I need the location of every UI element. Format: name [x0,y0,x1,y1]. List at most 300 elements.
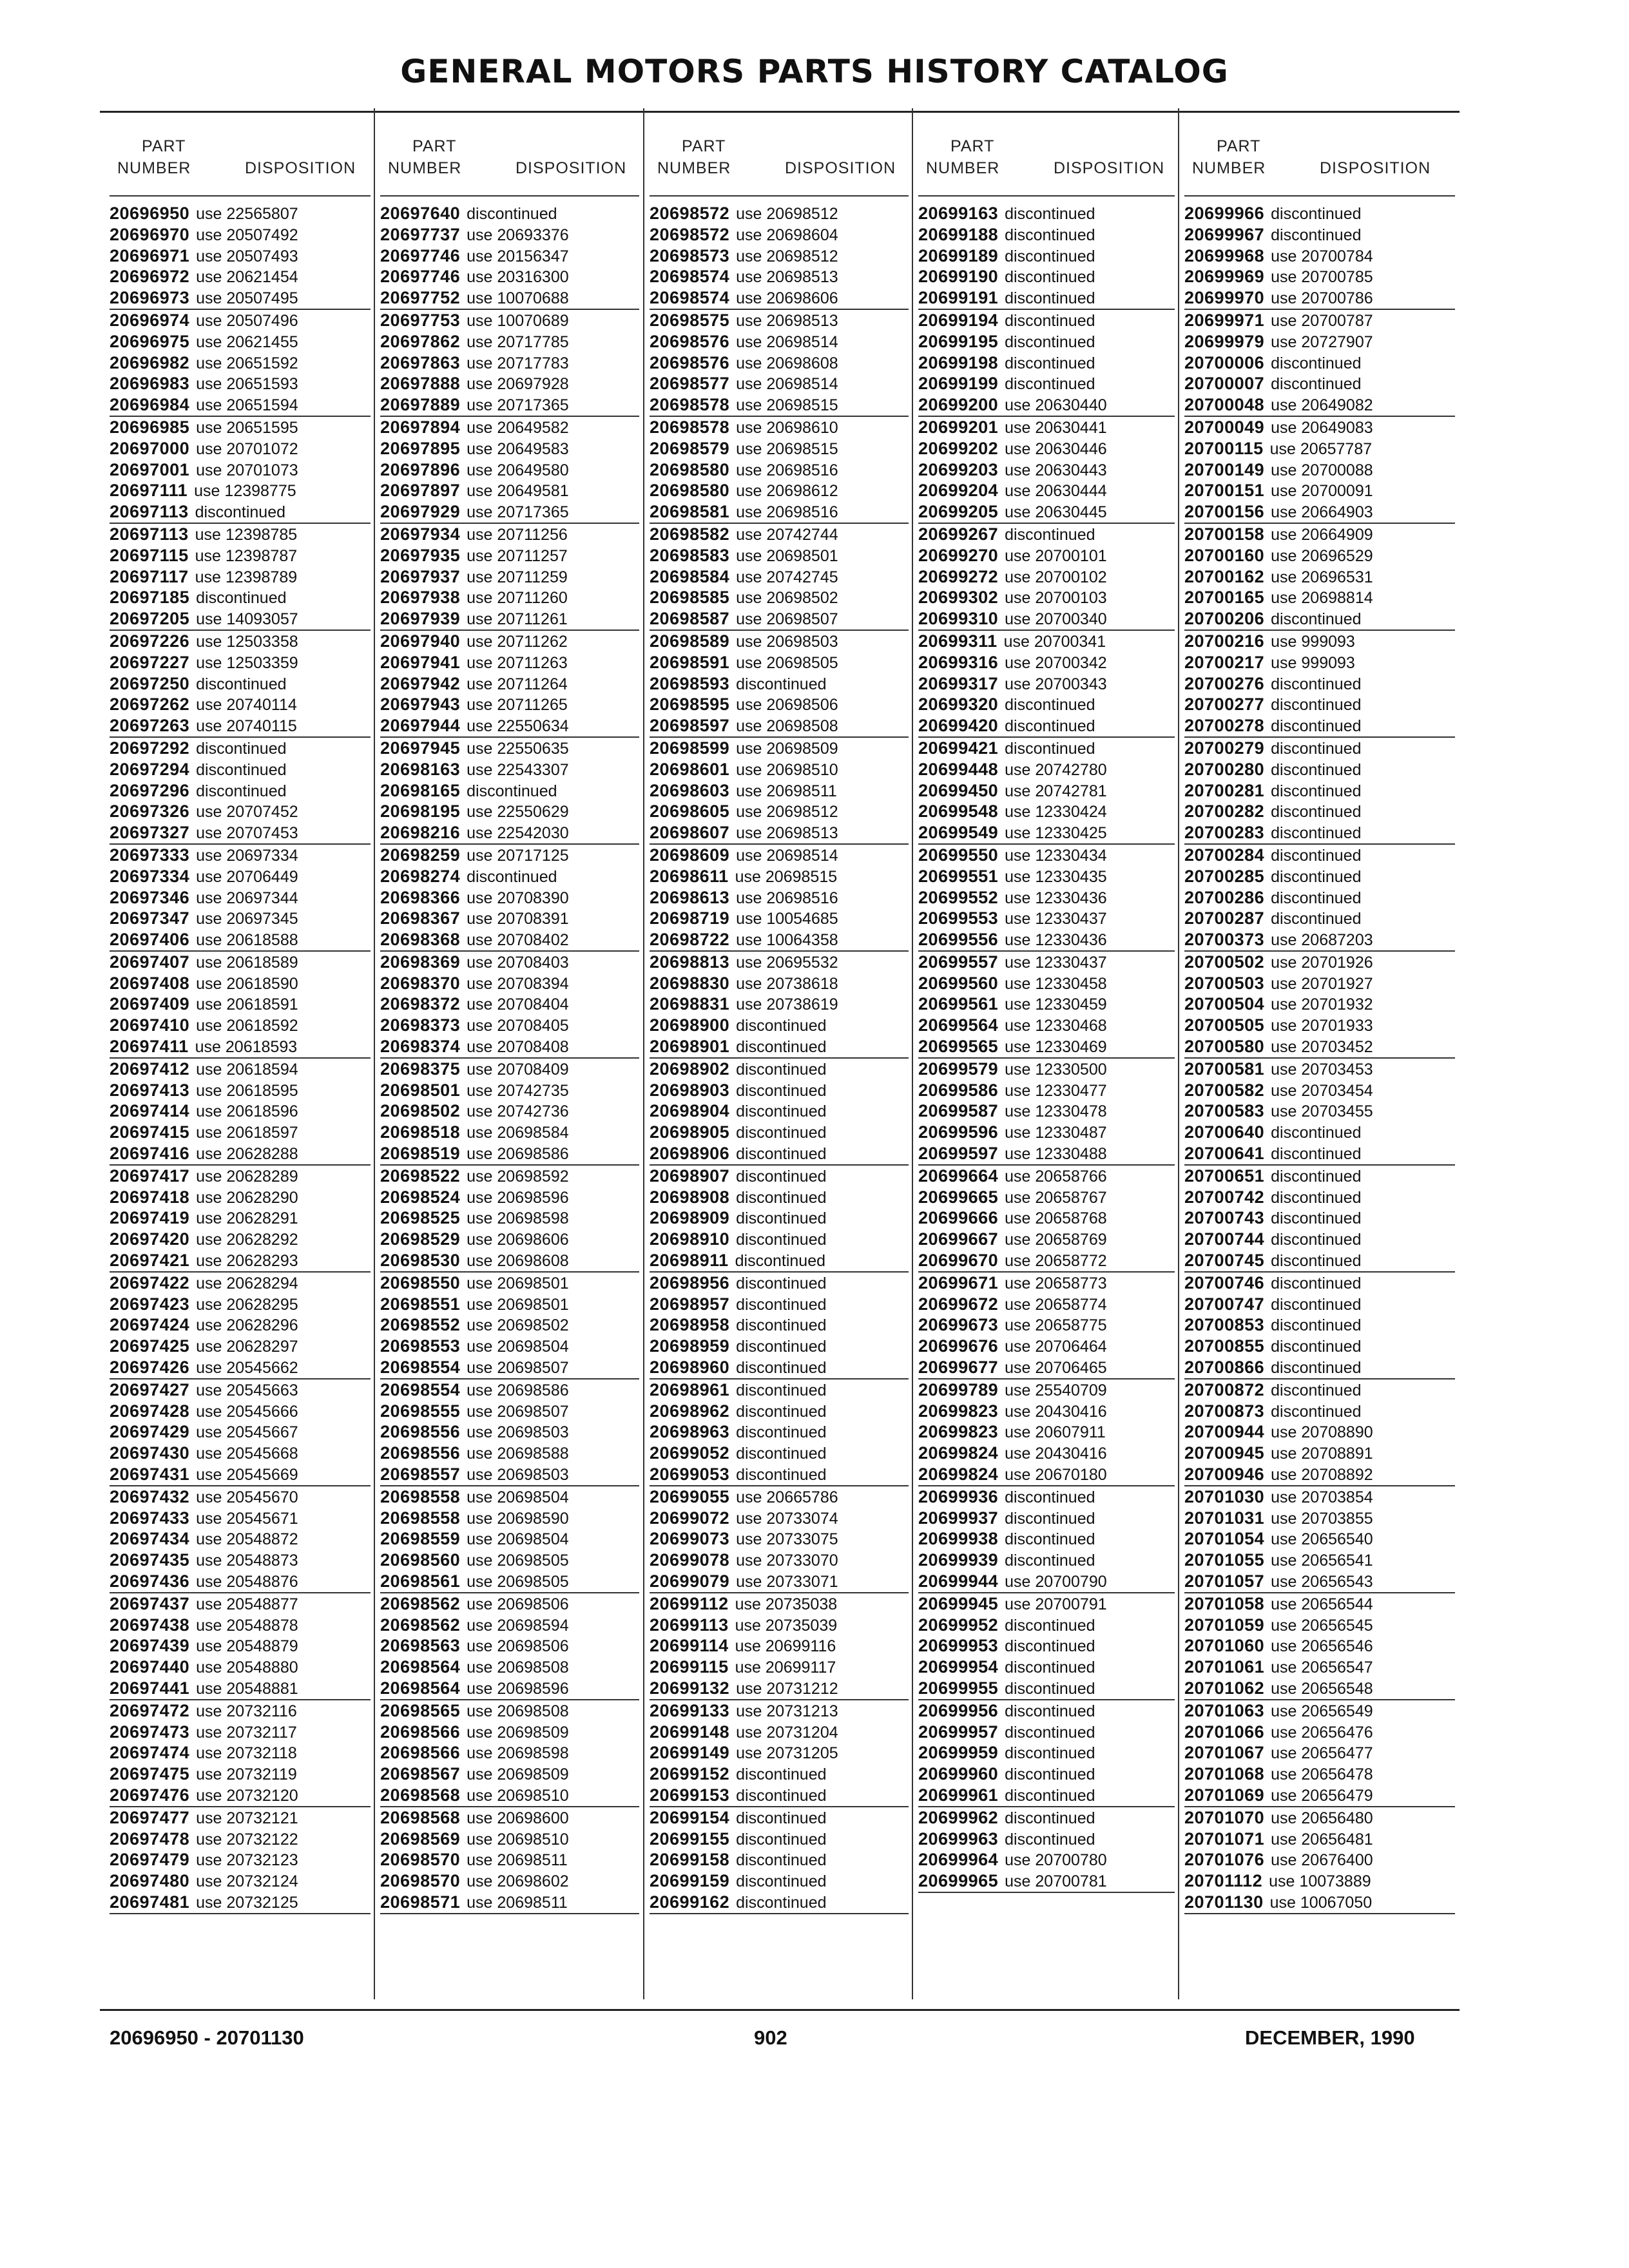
catalog-row [918,310,1175,331]
catalog-row [110,694,371,715]
part-number: 20699551 [918,866,999,886]
catalog-row [1184,1678,1455,1699]
catalog-row [110,352,371,374]
catalog-row [918,1122,1175,1143]
disposition: use 20630446 [1005,439,1107,458]
disposition: use 20548876 [196,1573,298,1591]
catalog-row [110,1059,371,1080]
disposition: discontinued [736,1893,827,1912]
catalog-row [110,652,371,673]
part-number: 20700744 [1184,1229,1265,1249]
catalog-row [1184,459,1455,481]
catalog-row [380,587,639,608]
disposition: use 20708404 [467,995,569,1014]
disposition: discontinued [1005,1744,1095,1763]
entry-group [380,1273,639,1379]
part-number: 20697409 [110,994,190,1014]
part-number: 20699673 [918,1315,999,1335]
catalog-row [110,245,371,267]
disposition: use 20665786 [736,1488,838,1506]
catalog-row [650,1314,909,1336]
catalog-row [918,1464,1175,1485]
disposition: discontinued [736,1316,827,1335]
part-number: 20697437 [110,1593,190,1613]
part-number: 20700049 [1184,417,1265,437]
catalog-row [1184,1742,1455,1763]
entry-group [1184,1059,1455,1166]
disposition: use 20708890 [1271,1423,1373,1442]
disposition: use 20699116 [735,1637,836,1656]
disposition: discontinued [1271,205,1362,223]
part-number: 20698575 [650,310,730,330]
entry-group [650,1273,909,1379]
part-number: 20699979 [1184,331,1265,351]
part-number: 20701058 [1184,1593,1265,1613]
disposition: use 20618592 [196,1017,298,1035]
disposition: use 20698511 [467,1851,568,1870]
catalog-row [110,1571,371,1592]
disposition: use 20698507 [736,610,838,629]
catalog-row [650,1273,909,1294]
disposition: discontinued [1271,1338,1362,1356]
part-number: 20698558 [380,1486,461,1506]
part-number: 20700583 [1184,1101,1265,1121]
entry-group [110,1273,371,1379]
disposition: use 20430416 [1005,1402,1107,1421]
part-number: 20700156 [1184,502,1265,522]
disposition: use 20676400 [1271,1851,1373,1870]
header-disposition-label: DISPOSITION [1054,159,1165,177]
catalog-row [918,1036,1175,1057]
part-number: 20698563 [380,1636,461,1656]
part-number: 20697420 [110,1229,190,1249]
part-number: 20697889 [380,395,461,415]
disposition: discontinued [1271,1402,1362,1421]
part-number: 20700162 [1184,566,1265,586]
disposition: use 20548881 [196,1679,298,1698]
part-number: 20700373 [1184,930,1265,950]
disposition: discontinued [1005,1637,1095,1656]
footer-page-number: 902 [754,2026,787,2049]
catalog-row [380,1829,639,1850]
part-number: 20698613 [650,887,730,907]
part-number: 20697476 [110,1785,190,1805]
part-number: 20697227 [110,652,190,672]
part-number: 20701068 [1184,1764,1265,1784]
part-number: 20698259 [380,845,461,865]
part-number: 20697938 [380,588,461,608]
catalog-row [918,373,1175,394]
catalog-row [918,929,1175,950]
catalog-row [1184,952,1455,973]
part-number: 20698502 [380,1101,461,1121]
part-number: 20700945 [1184,1443,1265,1463]
part-number: 20698609 [650,845,730,865]
catalog-row [110,1250,371,1271]
part-number: 20699201 [918,417,999,437]
disposition: use 20649082 [1271,396,1373,415]
catalog-row [1184,1401,1455,1422]
column-header [380,113,639,185]
catalog-row [650,373,909,394]
catalog-row [110,631,371,652]
entry-group [650,1700,909,1807]
part-number: 20697346 [110,887,190,907]
part-number: 20701066 [1184,1722,1265,1742]
part-number: 20698524 [380,1187,461,1207]
part-number: 20697945 [380,738,461,758]
part-number: 20698556 [380,1422,461,1442]
disposition: discontinued [736,1765,827,1784]
catalog-row [380,1615,639,1636]
disposition: discontinued [1271,782,1362,800]
catalog-row [650,266,909,287]
disposition: use 20732118 [196,1744,297,1763]
disposition: use 20700790 [1005,1573,1107,1591]
part-number: 20699953 [918,1636,999,1656]
part-number: 20697934 [380,524,461,544]
part-number: 20698369 [380,952,461,972]
catalog-row [110,1207,371,1229]
part-number: 20699191 [918,288,999,308]
disposition: use 20628292 [196,1231,298,1249]
catalog-row [650,417,909,438]
catalog-row [380,1100,639,1122]
part-number: 20697474 [110,1743,190,1763]
catalog-row [380,759,639,780]
disposition: discontinued [736,1017,827,1035]
disposition: discontinued [736,1145,827,1164]
disposition: use 22550634 [467,717,569,736]
disposition: use 20733071 [736,1573,838,1591]
disposition: discontinued [736,1359,827,1378]
entry-group [918,417,1175,524]
disposition: use 20698588 [467,1445,569,1463]
disposition: use 20698512 [736,247,838,265]
catalog-row [918,545,1175,566]
disposition: use 20545663 [196,1381,298,1399]
catalog-row [650,822,909,843]
catalog-row [1184,1615,1455,1636]
catalog-row [650,1870,909,1892]
part-number: 20698831 [650,994,730,1014]
catalog-row [1184,631,1455,652]
disposition: discontinued [1271,375,1362,394]
part-number: 20697111 [110,481,188,501]
catalog-row [650,1080,909,1101]
disposition: use 20700341 [1003,632,1106,651]
entry-group [918,1379,1175,1486]
part-number: 20701071 [1184,1829,1265,1849]
part-number: 20698904 [650,1101,730,1121]
catalog-row [650,1722,909,1743]
part-number: 20698585 [650,588,730,608]
catalog-row [650,908,909,929]
catalog-row [380,908,639,929]
catalog-row [918,1015,1175,1036]
catalog-row [650,715,909,736]
disposition: use 20630445 [1005,503,1107,522]
part-number: 20699557 [918,952,999,972]
disposition: use 20548873 [196,1552,298,1570]
entry-group [650,845,909,952]
catalog-row [918,908,1175,929]
catalog-row [380,673,639,695]
disposition: use 20628288 [196,1145,298,1164]
disposition: use 20651593 [196,375,298,394]
part-number: 20698372 [380,994,461,1014]
disposition: discontinued [1005,717,1095,736]
column-header [110,113,371,185]
disposition: use 12330437 [1005,953,1107,972]
disposition: use 20698590 [467,1509,569,1528]
disposition: use 20698511 [467,1893,568,1912]
disposition: use 20711261 [467,610,568,629]
column-header [918,113,1175,185]
disposition: use 12330469 [1005,1038,1107,1057]
part-number: 20698561 [380,1571,461,1591]
catalog-row [1184,480,1455,501]
disposition: use 20731213 [736,1702,838,1720]
catalog-row [110,1294,371,1315]
disposition: use 20698513 [736,824,838,843]
catalog-row [110,780,371,802]
part-number: 20698959 [650,1336,730,1356]
disposition: use 20656549 [1271,1702,1373,1720]
catalog-row [918,1615,1175,1636]
part-number: 20698562 [380,1593,461,1613]
disposition: use 20707453 [196,824,298,843]
entry-group [110,1059,371,1166]
part-number: 20701061 [1184,1657,1265,1677]
part-number: 20697939 [380,609,461,629]
part-number: 20698552 [380,1315,461,1335]
disposition: discontinued [1005,375,1095,394]
disposition: use 20698596 [467,1679,569,1698]
catalog-row [918,245,1175,267]
part-number: 20700217 [1184,652,1265,672]
part-number: 20697410 [110,1015,190,1035]
part-number: 20698578 [650,395,730,415]
catalog-row [110,1550,371,1571]
catalog-row [110,331,371,352]
part-number: 20699954 [918,1657,999,1677]
disposition: discontinued [1005,1723,1095,1742]
part-number: 20700855 [1184,1336,1265,1356]
disposition: use 20698509 [736,739,838,758]
part-number: 20699158 [650,1850,730,1870]
catalog-row [110,994,371,1015]
disposition: use 20701933 [1271,1017,1373,1035]
part-number: 20698902 [650,1059,730,1079]
catalog-row [1184,1187,1455,1208]
header-disposition-label: DISPOSITION [516,159,627,177]
entry-group [1184,417,1455,524]
disposition: use 20742736 [467,1102,569,1121]
part-number: 20699672 [918,1294,999,1314]
part-number: 20701057 [1184,1571,1265,1591]
part-number: 20699152 [650,1764,730,1784]
disposition: use 20649580 [467,461,569,479]
disposition: use 12330425 [1005,824,1107,843]
disposition: use 20698596 [467,1188,569,1207]
disposition: use 20742780 [1005,760,1107,779]
disposition: discontinued [1271,675,1362,693]
disposition: discontinued [1271,739,1362,758]
catalog-row [110,1722,371,1743]
catalog-row [918,1100,1175,1122]
disposition: discontinued [736,1188,827,1207]
catalog-row [380,394,639,416]
disposition: use 20628293 [196,1252,298,1271]
catalog-row [650,1122,909,1143]
catalog-row [380,1187,639,1208]
entry-group [110,310,371,417]
catalog-row [650,1550,909,1571]
catalog-row [380,1700,639,1722]
disposition: use 25540709 [1005,1381,1107,1399]
catalog-row [380,994,639,1015]
catalog-row [918,1059,1175,1080]
catalog-row [380,631,639,652]
catalog-row [918,1273,1175,1294]
catalog-row [110,1657,371,1678]
catalog-row [918,394,1175,416]
catalog-row [380,866,639,887]
entry-group [1184,310,1455,417]
part-number: 20699272 [918,566,999,586]
catalog-column [1184,113,1455,1912]
disposition: use 20703455 [1271,1102,1373,1121]
disposition: use 20699117 [735,1658,836,1677]
part-number: 20699665 [918,1187,999,1207]
catalog-row [650,566,909,588]
disposition: use 20698516 [736,889,838,907]
entry-group [1184,1593,1455,1700]
catalog-row [110,394,371,416]
part-number: 20697205 [110,609,190,629]
disposition: use 20698501 [467,1274,569,1293]
part-number: 20697431 [110,1465,190,1485]
part-number: 20698519 [380,1144,461,1164]
part-number: 20699450 [918,780,999,800]
catalog-row [1184,822,1455,843]
catalog-row [1184,973,1455,994]
catalog-row [918,438,1175,459]
entry-group [1184,1486,1455,1593]
disposition: use 20548872 [196,1530,298,1549]
disposition: use 10070689 [467,311,569,330]
catalog-row [650,952,909,973]
disposition: use 20649582 [467,418,569,437]
disposition: use 20698502 [736,589,838,608]
disposition: use 20651594 [196,396,298,415]
catalog-row [1184,738,1455,759]
disposition: use 20657787 [1269,439,1373,458]
part-number: 20697439 [110,1636,190,1656]
disposition: use 20698604 [736,226,838,244]
part-number: 20701060 [1184,1636,1265,1656]
disposition: use 20548878 [196,1616,298,1635]
disposition: use 20698514 [736,846,838,865]
disposition: use 20708391 [467,910,569,928]
part-number: 20697895 [380,438,461,458]
entry-group [650,1059,909,1166]
catalog-row [1184,1870,1455,1892]
part-number: 20697113 [110,502,189,522]
part-number: 20697888 [380,374,461,394]
disposition: use 20656478 [1271,1765,1373,1784]
disposition: use 20630441 [1005,418,1107,437]
catalog-row [110,1700,371,1722]
catalog-row [1184,929,1455,950]
entry-group [110,845,371,952]
part-number: 20699556 [918,930,999,950]
catalog-row [918,694,1175,715]
part-number: 20696983 [110,374,190,394]
part-number: 20698525 [380,1208,461,1228]
disposition: use 20700342 [1005,653,1107,672]
disposition: use 20701926 [1271,953,1373,972]
catalog-row [380,245,639,267]
part-number: 20699970 [1184,288,1265,308]
part-number: 20700580 [1184,1037,1265,1057]
disposition: use 20706449 [196,867,298,886]
disposition: discontinued [1005,332,1095,351]
catalog-row [110,1508,371,1529]
disposition: use 20698513 [736,311,838,330]
disposition: use 20698508 [736,717,838,736]
disposition: use 20706465 [1005,1359,1107,1378]
disposition: use 12503359 [196,653,298,672]
entry-group [1184,1700,1455,1807]
disposition: discontinued [196,675,287,693]
catalog-row [110,1401,371,1422]
header-rule [650,195,909,197]
disposition: use 20735038 [735,1595,838,1613]
part-number: 20700743 [1184,1208,1265,1228]
part-number: 20697481 [110,1892,190,1912]
disposition: discontinued [736,1872,827,1891]
catalog-row [918,715,1175,736]
part-number: 20698905 [650,1122,730,1142]
part-number: 20700115 [1184,438,1264,458]
catalog-row [918,501,1175,523]
disposition: use 20658773 [1005,1274,1107,1293]
part-number: 20697292 [110,738,190,758]
disposition: use 20700103 [1005,589,1107,608]
catalog-row [380,1635,639,1657]
part-number: 20699824 [918,1443,999,1463]
part-number: 20698587 [650,609,730,629]
part-number: 20698582 [650,524,730,544]
catalog-row [918,417,1175,438]
catalog-row [650,203,909,224]
part-number: 20697440 [110,1657,190,1677]
disposition: discontinued [195,503,286,522]
catalog-row [650,608,909,629]
disposition: use 20545668 [196,1445,298,1463]
entry-group [110,952,371,1059]
catalog-row [918,1229,1175,1250]
header-part-label: PART [142,137,186,155]
disposition: use 20687203 [1271,931,1373,950]
catalog-row [918,459,1175,481]
part-number: 20699956 [918,1700,999,1720]
disposition: use 20507495 [196,289,298,308]
disposition: use 20658767 [1005,1188,1107,1207]
catalog-row [110,266,371,287]
